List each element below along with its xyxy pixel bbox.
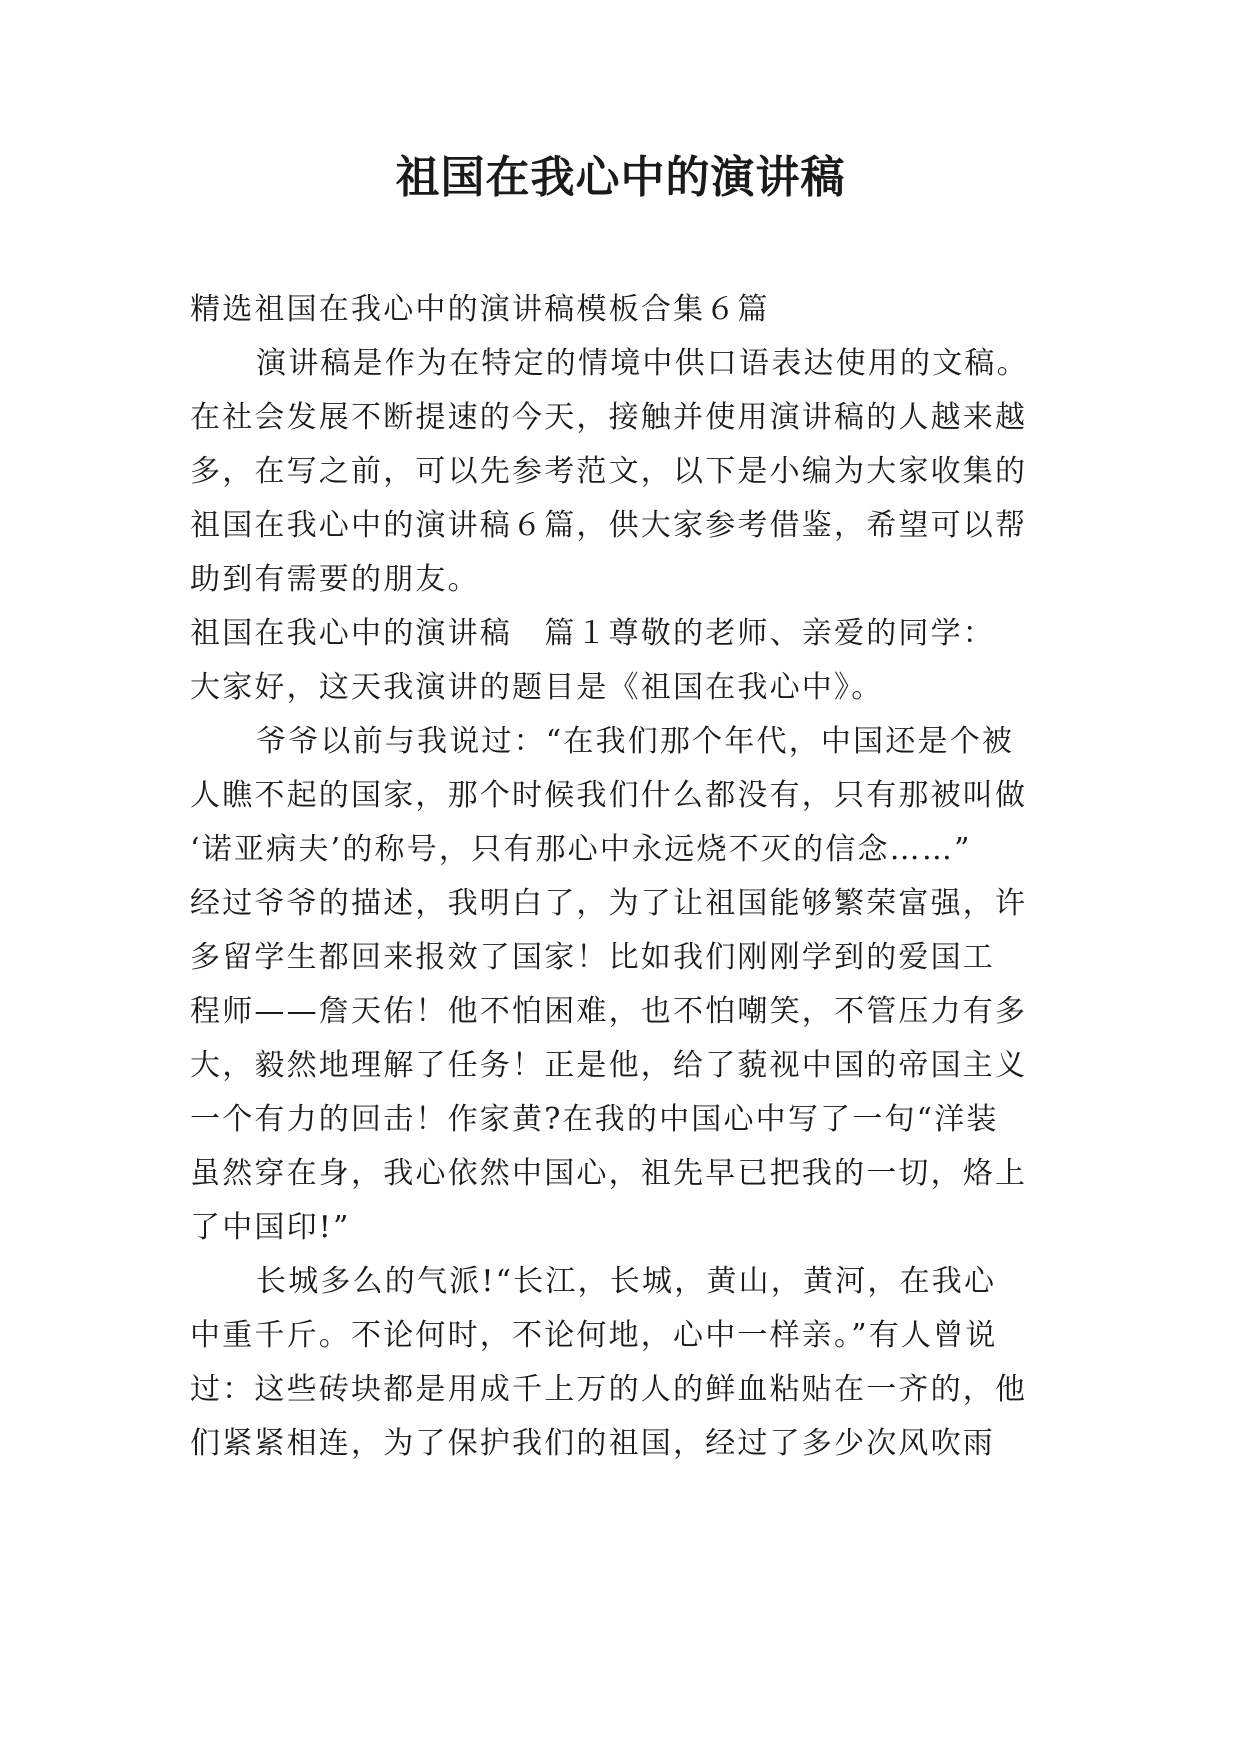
document-title: 祖国在我心中的演讲稿 [395, 152, 846, 203]
body-line: 精选祖国在我心中的演讲稿模板合集６篇 [190, 292, 770, 327]
body-line: 人瞧不起的国家，那个时候我们什么都没有，只有那被叫做 [190, 778, 1028, 813]
body-line: 在社会发展不断提速的今天，接触并使用演讲稿的人越来越 [190, 400, 1028, 435]
body-line: 虽然穿在身，我心依然中国心，祖先早已把我的一切，烙上 [190, 1156, 1028, 1191]
body-line: ‘诺亚病夫’的称号，只有那心中永远烧不灭的信念……” [190, 832, 972, 867]
body-line: 大家好，这天我演讲的题目是《祖国在我心中》。 [190, 670, 884, 705]
body-line: 多，在写之前，可以先参考范文，以下是小编为大家收集的 [190, 454, 1028, 489]
body-line: 爷爷以前与我说过：“在我们那个年代，中国还是个被 [256, 724, 1015, 759]
document-body [190, 283, 1070, 1471]
body-line: 们紧紧相连，为了保护我们的祖国，经过了多少次风吹雨 [190, 1426, 995, 1461]
body-line: 大，毅然地理解了任务！正是他，给了藐视中国的帝国主义 [190, 1048, 1028, 1083]
body-line: 中重千斤。不论何时，不论何地，心中一样亲。”有人曾说 [190, 1318, 998, 1353]
body-line: 多留学生都回来报效了国家！比如我们刚刚学到的爱国工 [190, 940, 995, 975]
body-line: 助到有需要的朋友。 [190, 562, 480, 597]
body-line: 长城多么的气派!“长江，长城，黄山，黄河，在我心 [256, 1264, 997, 1299]
body-line: 过：这些砖块都是用成千上万的人的鲜血粘贴在一齐的，他 [190, 1372, 1028, 1407]
body-line: 一个有力的回击！作家黄?在我的中国心中写了一句“洋装 [190, 1102, 999, 1137]
body-line: 经过爷爷的描述，我明白了，为了让祖国能够繁荣富强，许 [190, 886, 1028, 921]
body-line: 演讲稿是作为在特定的情境中供口语表达使用的文稿。 [256, 346, 1029, 381]
body-line: 祖国在我心中的演讲稿６篇，供大家参考借鉴，希望可以帮 [190, 508, 1028, 543]
body-line: 了中国印!” [190, 1210, 351, 1245]
body-line: 程师——詹天佑！他不怕困难，也不怕嘲笑，不管压力有多 [190, 994, 1028, 1029]
body-line: 祖国在我心中的演讲稿 篇１尊敬的老师、亲爱的同学： [190, 616, 995, 651]
